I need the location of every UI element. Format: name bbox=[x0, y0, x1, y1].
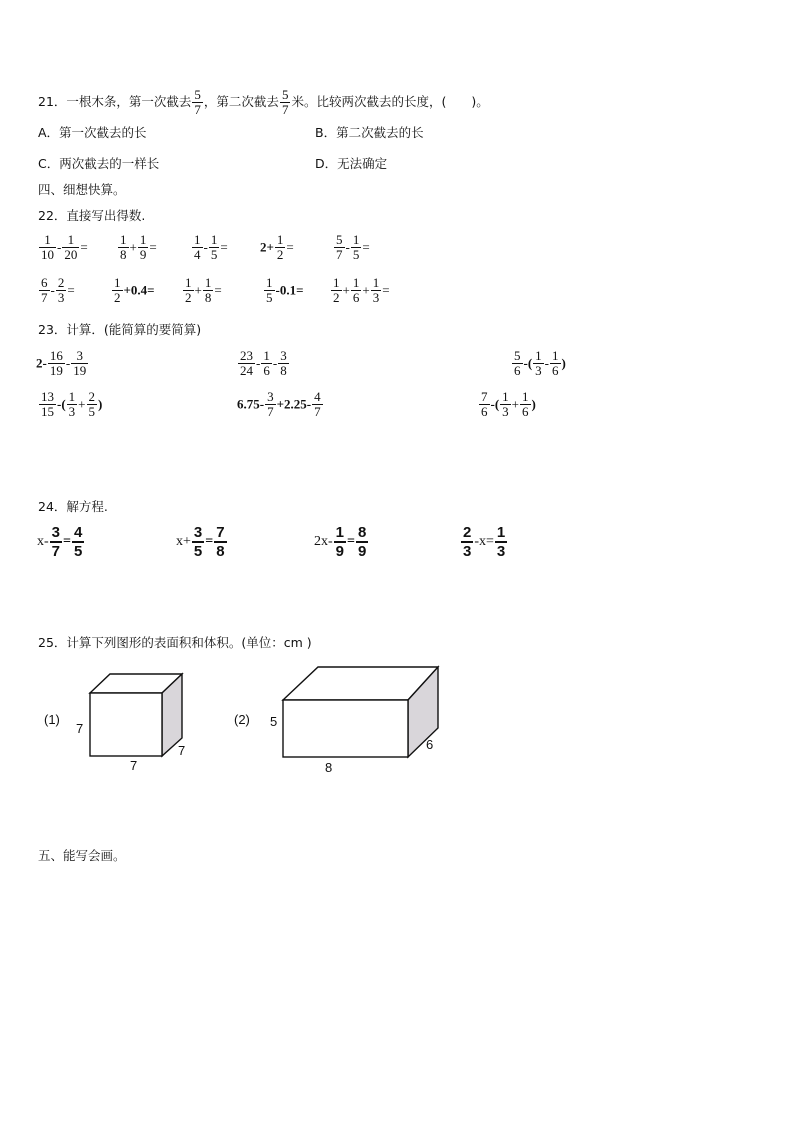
fig1-height-label: 7 bbox=[76, 721, 84, 736]
q21-option-c: C．两次截去的一样长 bbox=[38, 156, 160, 171]
section5-heading: 五、能写会画。 bbox=[38, 848, 126, 863]
q21-option-d: D．无法确定 bbox=[315, 156, 388, 171]
q22-r2-item2: $\frac{1}{2}$ +0.4= bbox=[114, 275, 155, 305]
q23-expr-5: 6.75- $\frac{3}{7}$ +2.25- $\frac{4}{7}$ bbox=[237, 389, 321, 419]
q22-r1-item1: $\frac{1}{10}$ - $\frac{1}{20}$ = bbox=[41, 232, 88, 262]
fig2-width-label: 6 bbox=[426, 737, 434, 752]
fig1-label: (1) bbox=[44, 712, 60, 727]
q21-option-a: A．第一次截去的长 bbox=[38, 125, 147, 140]
fig1-front-face bbox=[90, 693, 162, 756]
q21-option-b: B．第二次截去的长 bbox=[315, 125, 424, 140]
q22-r2-item1: $\frac{6}{7}$ - $\frac{2}{3}$ = bbox=[41, 275, 75, 305]
q22-r1-item5: $\frac{5}{7}$ - $\frac{1}{5}$ = bbox=[336, 232, 370, 262]
q23-expr-1: 2- $\frac{16}{19}$ - $\frac{3}{19}$ bbox=[36, 348, 87, 378]
q23-expr-3: $\frac{5}{6}$ -( $\frac{1}{3}$ - $\frac{1}{6}$ ) bbox=[514, 348, 566, 378]
q22-title: 22．直接写出得数. bbox=[38, 208, 146, 223]
q22-r1-item3: $\frac{1}{4}$ - $\frac{1}{5}$ = bbox=[194, 232, 228, 262]
q24-equation-2: x+ $\frac{3}{5}$ = $\frac{7}{8}$ bbox=[176, 524, 225, 560]
q24-equation-4: $\frac{2}{3}$ -x= $\frac{1}{3}$ bbox=[463, 524, 506, 560]
q22-r1-item2: $\frac{1}{8}$ + $\frac{1}{9}$ = bbox=[120, 232, 157, 262]
q22-r2-item4: $\frac{1}{5}$ -0.1= bbox=[266, 275, 304, 305]
fig2-cuboid bbox=[275, 660, 450, 765]
q23-title: 23．计算．(能简算的要简算) bbox=[38, 322, 202, 337]
q24-equation-3: 2x- $\frac{1}{9}$ = $\frac{8}{9}$ bbox=[314, 524, 367, 560]
fig2-front-face bbox=[283, 700, 408, 757]
q22-r2-item3: $\frac{1}{2}$ + $\frac{1}{8}$ = bbox=[185, 275, 222, 305]
fig2-label: (2) bbox=[234, 712, 250, 727]
q23-expr-4: $\frac{13}{15}$ -( $\frac{1}{3}$ + $\frac{2}{5}$ ) bbox=[41, 389, 103, 419]
q24-equation-1: x- $\frac{3}{7}$ = $\frac{4}{5}$ bbox=[37, 524, 83, 560]
q22-r2-item5: $\frac{1}{2}$ + $\frac{1}{6}$ + $\frac{1}{3}$ = bbox=[333, 275, 390, 305]
fig1-length-label: 7 bbox=[130, 758, 138, 773]
section4-heading: 四、细想快算。 bbox=[38, 182, 126, 197]
q23-expr-2: $\frac{23}{24}$ - $\frac{1}{6}$ - $\frac{3}{8}$ bbox=[240, 348, 287, 378]
fig2-height-label: 5 bbox=[270, 714, 278, 729]
q21-stem: 21．一根木条，第一次截去 $\frac{5}{7}$ ，第二次截去 $\frac{5}{7}$ 米。比较两次截去的长度，( )。 bbox=[38, 87, 489, 117]
fig2-length-label: 8 bbox=[325, 760, 333, 775]
q23-expr-6: $\frac{7}{6}$ -( $\frac{1}{3}$ + $\frac{1}{6}$ ) bbox=[481, 389, 536, 419]
q25-title: 25．计算下列图形的表面积和体积。(单位：cm ) bbox=[38, 635, 312, 650]
fig1-width-label: 7 bbox=[178, 743, 186, 758]
q22-r1-item4: 2+ $\frac{1}{2}$ = bbox=[260, 232, 294, 262]
q24-title: 24．解方程. bbox=[38, 499, 108, 514]
